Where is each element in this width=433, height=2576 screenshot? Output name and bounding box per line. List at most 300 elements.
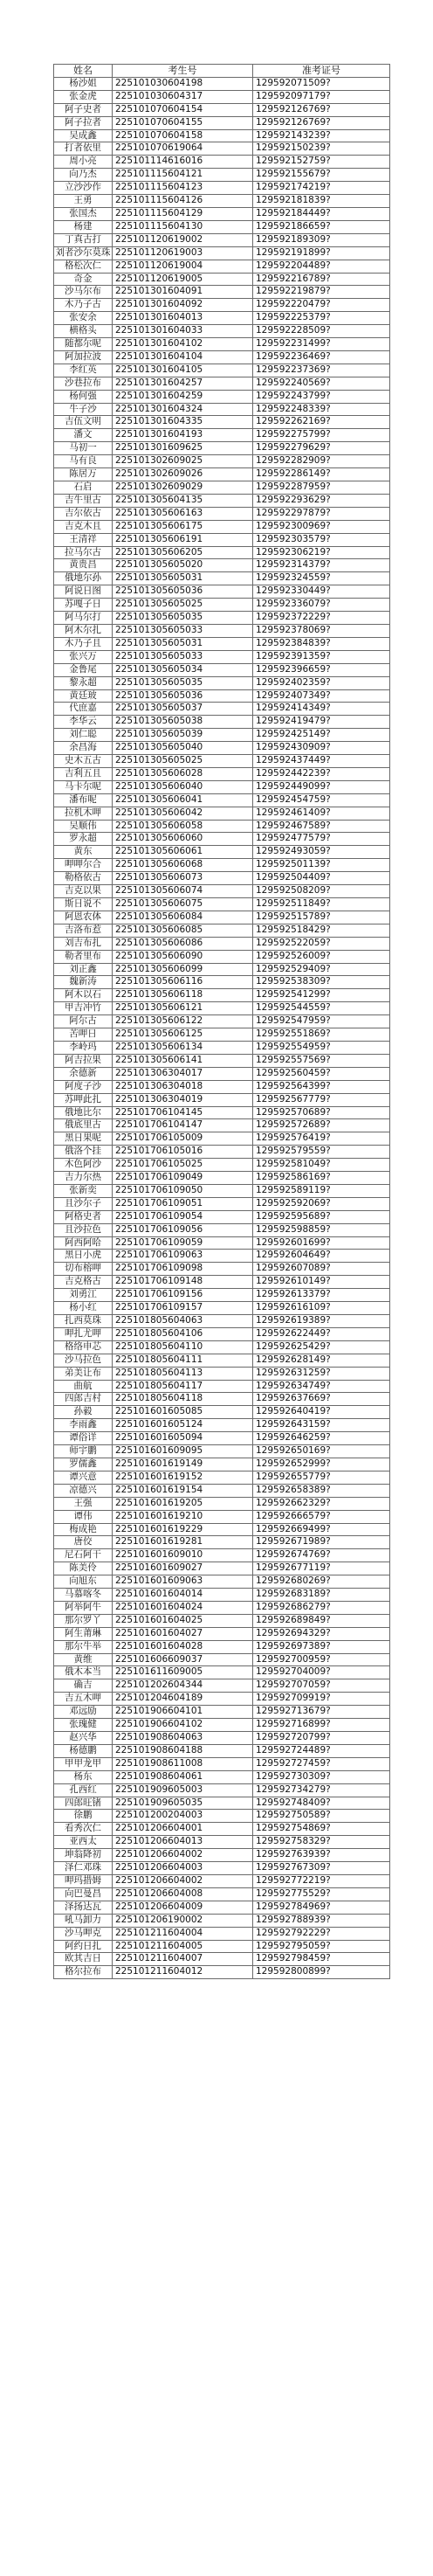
- table-row: [54, 1640, 390, 1653]
- table-row: [54, 1197, 390, 1210]
- cell-name: 苏嘎子日: [54, 599, 113, 612]
- cell-exam-id: 225101070604155: [113, 116, 253, 129]
- cell-name: 俄底里古: [54, 1119, 113, 1132]
- cell-ticket-no: 129592697389?: [253, 1640, 390, 1653]
- table-row: [54, 1562, 390, 1575]
- cell-exam-id: 225101606609037: [113, 1653, 253, 1666]
- cell-ticket-no: 129592613379?: [253, 1289, 390, 1302]
- cell-name: 杨沙姐: [54, 77, 113, 90]
- cell-exam-id: 225101305606118: [113, 989, 253, 1002]
- cell-name: 横格头: [54, 325, 113, 338]
- cell-exam-id: 225101206604013: [113, 1836, 253, 1849]
- cell-ticket-no: 129592557569?: [253, 1054, 390, 1067]
- header-exam-id: 考生号: [113, 65, 253, 78]
- cell-ticket-no: 129592792229?: [253, 1927, 390, 1940]
- cell-name: 魏新涛: [54, 976, 113, 989]
- cell-exam-id: 225101305606099: [113, 963, 253, 976]
- cell-exam-id: 225101211604005: [113, 1940, 253, 1953]
- table-row: [54, 820, 390, 833]
- table-row: [54, 507, 390, 520]
- table-row: [54, 1315, 390, 1328]
- cell-name: 四郎吉村: [54, 1393, 113, 1406]
- cell-exam-id: 225101909605035: [113, 1797, 253, 1810]
- cell-exam-id: 225101805604106: [113, 1327, 253, 1340]
- cell-ticket-no: 129592155679?: [253, 169, 390, 182]
- cell-exam-id: 225101706109050: [113, 1184, 253, 1197]
- table-row: [54, 950, 390, 963]
- cell-exam-id: 225101305605033: [113, 650, 253, 663]
- cell-name: 周小亮: [54, 156, 113, 169]
- cell-name: 李岭玛: [54, 1041, 113, 1054]
- cell-exam-id: 225101601604028: [113, 1640, 253, 1653]
- cell-exam-id: 225101120619004: [113, 260, 253, 273]
- table-row: [54, 1302, 390, 1315]
- cell-name: 杨德鹏: [54, 1744, 113, 1757]
- table-row: [54, 1719, 390, 1732]
- cell-exam-id: 225101305606028: [113, 767, 253, 780]
- cell-exam-id: 225101908604188: [113, 1744, 253, 1757]
- cell-exam-id: 225101805604117: [113, 1380, 253, 1393]
- cell-ticket-no: 129592518429?: [253, 924, 390, 937]
- table-row: [54, 1445, 390, 1458]
- table-row: [54, 1706, 390, 1719]
- cell-exam-id: 225101305605036: [113, 689, 253, 703]
- table-row: [54, 350, 390, 364]
- cell-ticket-no: 129592716899?: [253, 1719, 390, 1732]
- cell-ticket-no: 129592610149?: [253, 1276, 390, 1289]
- table-row: [54, 1497, 390, 1510]
- table-row: [54, 1471, 390, 1484]
- cell-exam-id: 225101301609625: [113, 442, 253, 455]
- table-row: [54, 142, 390, 156]
- table-row: [54, 1627, 390, 1640]
- cell-exam-id: 225101305606084: [113, 911, 253, 924]
- cell-exam-id: 225101305606075: [113, 898, 253, 911]
- cell-ticket-no: 129592643159?: [253, 1419, 390, 1432]
- cell-name: 甲甲龙甲: [54, 1757, 113, 1770]
- cell-exam-id: 225101115604129: [113, 207, 253, 220]
- cell-ticket-no: 129592758329?: [253, 1836, 390, 1849]
- cell-name: 曲航: [54, 1380, 113, 1393]
- cell-name: 刘者沙尔莫珠: [54, 246, 113, 260]
- cell-exam-id: 225101305606141: [113, 1054, 253, 1067]
- table-row: [54, 1041, 390, 1054]
- cell-ticket-no: 129592143239?: [253, 129, 390, 142]
- cell-exam-id: 225101305604135: [113, 494, 253, 507]
- cell-ticket-no: 129592775529?: [253, 1887, 390, 1901]
- table-row: [54, 429, 390, 442]
- cell-name: 且沙尔子: [54, 1197, 113, 1210]
- cell-name: 向旭东: [54, 1575, 113, 1589]
- cell-name: 李红英: [54, 364, 113, 377]
- table-row: [54, 273, 390, 286]
- cell-exam-id: 225101305605031: [113, 637, 253, 650]
- cell-exam-id: 225101706109157: [113, 1302, 253, 1315]
- cell-exam-id: 225101305606040: [113, 780, 253, 793]
- cell-exam-id: 225101906604102: [113, 1719, 253, 1732]
- cell-ticket-no: 129592788939?: [253, 1914, 390, 1927]
- cell-ticket-no: 129592595689?: [253, 1210, 390, 1223]
- table-row: [54, 338, 390, 351]
- cell-ticket-no: 129592700959?: [253, 1653, 390, 1666]
- cell-ticket-no: 129592767309?: [253, 1862, 390, 1875]
- cell-name: 金鲁尾: [54, 663, 113, 676]
- cell-ticket-no: 129592449099?: [253, 780, 390, 793]
- cell-exam-id: 225101306304018: [113, 1080, 253, 1093]
- table-row: [54, 1250, 390, 1263]
- cell-ticket-no: 129592419479?: [253, 716, 390, 729]
- cell-name: 阿说日图: [54, 585, 113, 599]
- table-row: [54, 1289, 390, 1302]
- cell-exam-id: 225101030604198: [113, 77, 253, 90]
- cell-ticket-no: 129592544559?: [253, 1002, 390, 1015]
- table-row: [54, 390, 390, 403]
- cell-ticket-no: 129592437449?: [253, 755, 390, 768]
- cell-name: 弟美让布: [54, 1367, 113, 1380]
- cell-name: 王勇: [54, 195, 113, 208]
- cell-exam-id: 225101601619149: [113, 1458, 253, 1471]
- table-row: [54, 1119, 390, 1132]
- cell-name: 拉马尔古: [54, 546, 113, 559]
- cell-exam-id: 225101305606116: [113, 976, 253, 989]
- table-row: [54, 442, 390, 455]
- table-row: [54, 1966, 390, 1979]
- cell-ticket-no: 129592501139?: [253, 859, 390, 872]
- cell-name: 谭兴意: [54, 1471, 113, 1484]
- table-row: [54, 703, 390, 716]
- cell-ticket-no: 129592219879?: [253, 286, 390, 299]
- cell-ticket-no: 129592152759?: [253, 156, 390, 169]
- cell-ticket-no: 129592522059?: [253, 937, 390, 950]
- cell-name: 向巴曼昌: [54, 1887, 113, 1901]
- cell-ticket-no: 129592671989?: [253, 1536, 390, 1549]
- table-row: [54, 468, 390, 481]
- cell-ticket-no: 129592707059?: [253, 1679, 390, 1693]
- table-row: [54, 1406, 390, 1419]
- cell-ticket-no: 129592795059?: [253, 1940, 390, 1953]
- cell-exam-id: 225101305605025: [113, 755, 253, 768]
- table-row: [54, 129, 390, 142]
- cell-name: 斯日说不: [54, 898, 113, 911]
- cell-ticket-no: 129592126769?: [253, 103, 390, 116]
- cell-ticket-no: 129592231499?: [253, 338, 390, 351]
- cell-name: 切布榕呷: [54, 1263, 113, 1276]
- cell-ticket-no: 129592669499?: [253, 1523, 390, 1536]
- cell-name: 吉尔依古: [54, 507, 113, 520]
- cell-exam-id: 225101601609027: [113, 1562, 253, 1575]
- cell-exam-id: 225101805604111: [113, 1354, 253, 1367]
- table-row: [54, 716, 390, 729]
- cell-ticket-no: 129592384839?: [253, 637, 390, 650]
- cell-ticket-no: 129592677119?: [253, 1562, 390, 1575]
- table-row: [54, 689, 390, 703]
- table-row: [54, 1693, 390, 1706]
- cell-exam-id: 225101070604154: [113, 103, 253, 116]
- table-row: [54, 1653, 390, 1666]
- cell-exam-id: 225101301604257: [113, 377, 253, 390]
- cell-ticket-no: 129592248339?: [253, 403, 390, 416]
- cell-exam-id: 225101305606068: [113, 859, 253, 872]
- cell-exam-id: 225101211604004: [113, 1927, 253, 1940]
- cell-exam-id: 225101305606085: [113, 924, 253, 937]
- cell-name: 且沙拉色: [54, 1223, 113, 1236]
- cell-exam-id: 225101305606205: [113, 546, 253, 559]
- cell-ticket-no: 129592454759?: [253, 793, 390, 807]
- cell-name: 立沙沙作: [54, 182, 113, 195]
- cell-exam-id: 225101305605025: [113, 599, 253, 612]
- cell-exam-id: 225101611609005: [113, 1666, 253, 1679]
- table-row: [54, 1549, 390, 1562]
- table-row: [54, 846, 390, 859]
- cell-ticket-no: 129592430909?: [253, 742, 390, 755]
- cell-exam-id: 225101706109148: [113, 1276, 253, 1289]
- cell-exam-id: 225101305605035: [113, 676, 253, 689]
- cell-name: 余德新: [54, 1067, 113, 1080]
- table-row: [54, 1028, 390, 1042]
- cell-exam-id: 225101706109056: [113, 1223, 253, 1236]
- cell-ticket-no: 129592508209?: [253, 885, 390, 898]
- cell-exam-id: 225101070604158: [113, 129, 253, 142]
- table-row: [54, 246, 390, 260]
- cell-ticket-no: 129592287959?: [253, 481, 390, 495]
- cell-name: 呷玛措姆: [54, 1874, 113, 1887]
- cell-exam-id: 225101206604001: [113, 1823, 253, 1836]
- cell-exam-id: 225101706109098: [113, 1263, 253, 1276]
- cell-exam-id: 225101305605039: [113, 729, 253, 742]
- cell-ticket-no: 129592150239?: [253, 142, 390, 156]
- cell-exam-id: 225101305606121: [113, 1002, 253, 1015]
- cell-ticket-no: 129592646259?: [253, 1432, 390, 1445]
- cell-ticket-no: 129592324559?: [253, 572, 390, 585]
- cell-exam-id: 225101306304017: [113, 1067, 253, 1080]
- cell-exam-id: 225101706109059: [113, 1236, 253, 1250]
- cell-ticket-no: 129592547959?: [253, 1015, 390, 1028]
- cell-name: 阿恩农体: [54, 911, 113, 924]
- cell-ticket-no: 129592666579?: [253, 1510, 390, 1523]
- table-row: [54, 1393, 390, 1406]
- table-row: [54, 1067, 390, 1080]
- cell-ticket-no: 129592279629?: [253, 442, 390, 455]
- header-name: 姓名: [54, 65, 113, 78]
- cell-name: 坤翁降初: [54, 1849, 113, 1862]
- cell-exam-id: 225101301604105: [113, 364, 253, 377]
- cell-exam-id: 225101601619154: [113, 1484, 253, 1497]
- cell-ticket-no: 129592800899?: [253, 1966, 390, 1979]
- cell-name: 马有良: [54, 455, 113, 468]
- cell-ticket-no: 129592560459?: [253, 1067, 390, 1080]
- table-row: [54, 1184, 390, 1197]
- cell-ticket-no: 129592511849?: [253, 898, 390, 911]
- cell-ticket-no: 129592538309?: [253, 976, 390, 989]
- cell-ticket-no: 129592330449?: [253, 585, 390, 599]
- cell-ticket-no: 129592396659?: [253, 663, 390, 676]
- cell-exam-id: 225101909605003: [113, 1783, 253, 1797]
- table-row: [54, 742, 390, 755]
- cell-name: 确吉: [54, 1679, 113, 1693]
- cell-exam-id: 225101601605085: [113, 1406, 253, 1419]
- table-row: [54, 1823, 390, 1836]
- cell-exam-id: 225101305606134: [113, 1041, 253, 1054]
- table-row: [54, 1614, 390, 1627]
- cell-ticket-no: 129592601699?: [253, 1236, 390, 1250]
- cell-ticket-no: 129592634749?: [253, 1380, 390, 1393]
- cell-name: 张兴万: [54, 650, 113, 663]
- cell-exam-id: 225101305605034: [113, 663, 253, 676]
- cell-exam-id: 225101301604324: [113, 403, 253, 416]
- cell-ticket-no: 129592652999?: [253, 1458, 390, 1471]
- cell-ticket-no: 129592126769?: [253, 116, 390, 129]
- table-row: [54, 1757, 390, 1770]
- cell-name: 李华云: [54, 716, 113, 729]
- table-row: [54, 585, 390, 599]
- cell-name: 杨东: [54, 1770, 113, 1783]
- cell-ticket-no: 129592650169?: [253, 1445, 390, 1458]
- cell-ticket-no: 129592286149?: [253, 468, 390, 481]
- cell-ticket-no: 129592784969?: [253, 1901, 390, 1914]
- table-row: [54, 1901, 390, 1914]
- cell-exam-id: 225101305606086: [113, 937, 253, 950]
- cell-exam-id: 225101305605036: [113, 585, 253, 599]
- cell-ticket-no: 129592619389?: [253, 1315, 390, 1328]
- cell-exam-id: 225101805604110: [113, 1340, 253, 1354]
- cell-name: 随都尔呢: [54, 338, 113, 351]
- table-row: [54, 1732, 390, 1745]
- table-row: [54, 169, 390, 182]
- cell-name: 格络申芯: [54, 1340, 113, 1354]
- table-row: [54, 859, 390, 872]
- cell-name: 欧其吉日: [54, 1953, 113, 1966]
- cell-name: 杨何强: [54, 390, 113, 403]
- cell-name: 张新奕: [54, 1184, 113, 1197]
- cell-ticket-no: 129592730309?: [253, 1770, 390, 1783]
- cell-exam-id: 225101301604013: [113, 312, 253, 325]
- cell-name: 张金虎: [54, 90, 113, 103]
- cell-exam-id: 225101211604007: [113, 1953, 253, 1966]
- cell-ticket-no: 129592576419?: [253, 1132, 390, 1146]
- table-row: [54, 1927, 390, 1940]
- cell-ticket-no: 129592750589?: [253, 1810, 390, 1823]
- cell-name: 阿子拉者: [54, 116, 113, 129]
- cell-exam-id: 225101601609010: [113, 1549, 253, 1562]
- table-row: [54, 807, 390, 820]
- table-row: [54, 1210, 390, 1223]
- cell-ticket-no: 129592240569?: [253, 377, 390, 390]
- cell-exam-id: 225101206190002: [113, 1914, 253, 1927]
- cell-ticket-no: 129592314379?: [253, 559, 390, 572]
- cell-exam-id: 225101305606073: [113, 872, 253, 885]
- table-row: [54, 872, 390, 885]
- cell-name: 阿尔古: [54, 1015, 113, 1028]
- table-row: [54, 1887, 390, 1901]
- cell-ticket-no: 129592303579?: [253, 533, 390, 546]
- cell-exam-id: 225101211604012: [113, 1966, 253, 1979]
- cell-ticket-no: 129592220479?: [253, 299, 390, 312]
- cell-ticket-no: 129592237369?: [253, 364, 390, 377]
- cell-name: 吉力尔热: [54, 1172, 113, 1185]
- cell-exam-id: 225101120619002: [113, 233, 253, 246]
- table-row: [54, 676, 390, 689]
- table-row: [54, 1770, 390, 1783]
- cell-name: 那尔罗丫: [54, 1614, 113, 1627]
- cell-ticket-no: 129592225379?: [253, 312, 390, 325]
- table-row: [54, 1914, 390, 1927]
- table-row: [54, 546, 390, 559]
- cell-name: 李雨鑫: [54, 1419, 113, 1432]
- cell-name: 代庶嘉: [54, 703, 113, 716]
- cell-name: 泽扬达瓦: [54, 1901, 113, 1914]
- cell-ticket-no: 129592306219?: [253, 546, 390, 559]
- table-row: [54, 1940, 390, 1953]
- cell-ticket-no: 129592551869?: [253, 1028, 390, 1042]
- table-row: [54, 312, 390, 325]
- cell-name: 吉克以果: [54, 885, 113, 898]
- cell-ticket-no: 129592709919?: [253, 1693, 390, 1706]
- cell-name: 黄廷玻: [54, 689, 113, 703]
- cell-exam-id: 225101706105025: [113, 1159, 253, 1172]
- cell-exam-id: 225101601604027: [113, 1627, 253, 1640]
- cell-name: 徐鹏: [54, 1810, 113, 1823]
- cell-exam-id: 225101601619281: [113, 1536, 253, 1549]
- cell-exam-id: 225101306304019: [113, 1093, 253, 1106]
- cell-name: 邓远励: [54, 1706, 113, 1719]
- table-row: [54, 156, 390, 169]
- cell-name: 泽仁邓珠: [54, 1862, 113, 1875]
- table-row: [54, 1172, 390, 1185]
- table-row: [54, 455, 390, 468]
- table-row: [54, 1002, 390, 1015]
- table-header-row: [54, 65, 390, 78]
- table-row: [54, 1106, 390, 1119]
- table-row: [54, 1223, 390, 1236]
- table-row: [54, 195, 390, 208]
- cell-name: 刘勇江: [54, 1289, 113, 1302]
- cell-ticket-no: 129592191899?: [253, 246, 390, 260]
- table-row: [54, 77, 390, 90]
- cell-name: 孔西红: [54, 1783, 113, 1797]
- cell-ticket-no: 129592572689?: [253, 1119, 390, 1132]
- table-row: [54, 1340, 390, 1354]
- cell-exam-id: 225101206604002: [113, 1874, 253, 1887]
- table-row: [54, 1666, 390, 1679]
- table-row: [54, 286, 390, 299]
- table-row: [54, 416, 390, 429]
- table-row: [54, 898, 390, 911]
- table-row: [54, 1953, 390, 1966]
- cell-exam-id: 225101908604063: [113, 1732, 253, 1745]
- cell-ticket-no: 129592262169?: [253, 416, 390, 429]
- cell-name: 凉德兴: [54, 1484, 113, 1497]
- table-row: [54, 1380, 390, 1393]
- cell-name: 木乃子且: [54, 637, 113, 650]
- cell-ticket-no: 129592763939?: [253, 1849, 390, 1862]
- table-row: [54, 559, 390, 572]
- cell-name: 沙马呷克: [54, 1927, 113, 1940]
- cell-exam-id: 225101302609026: [113, 468, 253, 481]
- cell-name: 孙毅: [54, 1406, 113, 1419]
- table-row: [54, 780, 390, 793]
- cell-exam-id: 225101301604102: [113, 338, 253, 351]
- cell-exam-id: 225101706109051: [113, 1197, 253, 1210]
- cell-name: 阿吉拉果: [54, 1054, 113, 1067]
- cell-ticket-no: 129592186659?: [253, 220, 390, 233]
- table-row: [54, 1874, 390, 1887]
- table-row: [54, 299, 390, 312]
- cell-exam-id: 225101301604259: [113, 390, 253, 403]
- cell-exam-id: 225101706109049: [113, 1172, 253, 1185]
- cell-name: 俄木本当: [54, 1666, 113, 1679]
- cell-name: 呷呷尔合: [54, 859, 113, 872]
- cell-exam-id: 225101601605094: [113, 1432, 253, 1445]
